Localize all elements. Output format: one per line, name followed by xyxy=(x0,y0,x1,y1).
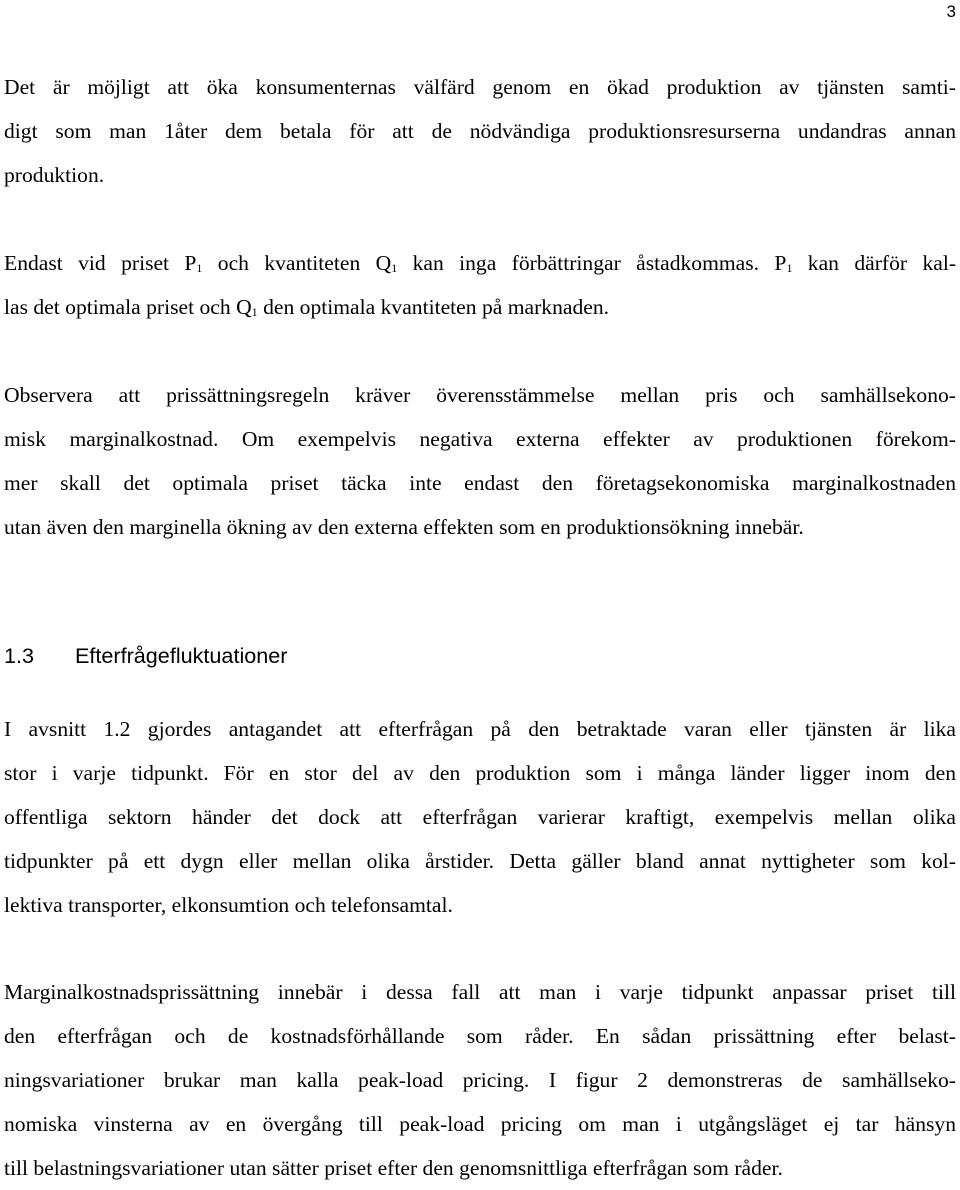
paragraph-1 xyxy=(4,65,956,197)
paragraph-3-line: mer skall det optimala priset täcka inte endast den företagsekonomiska marginalkostnaden xyxy=(4,471,956,495)
paragraph-5 xyxy=(4,970,956,1190)
paragraph-1-line: digt som man 1åter dem betala för att de nödvändiga produktionsresurserna undandras annan xyxy=(4,119,956,143)
text-run: och kvantiteten Q xyxy=(202,251,392,275)
paragraph-1-line: produktion. xyxy=(4,163,105,187)
text-run: kan inga förbättringar åstadkommas. P xyxy=(397,251,787,275)
paragraph-3-line: utan även den marginella ökning av den externa effekten som en produktionsökning innebär. xyxy=(4,515,804,539)
paragraph-5-line: den efterfrågan och de kostnadsförhållande som råder. En sådan prissättning efter belast- xyxy=(4,1024,956,1048)
paragraph-2-line xyxy=(4,241,956,285)
paragraph-2 xyxy=(4,241,956,329)
paragraph-5-line: nomiska vinsterna av en övergång till peak-load pricing om man i utgångsläget ej tar hänsyn xyxy=(4,1112,956,1136)
paragraph-5-line: Marginalkostnadsprissättning innebär i dessa fall att man i varje tidpunkt anpassar priset till xyxy=(4,980,956,1004)
page-number: 3 xyxy=(946,2,956,21)
paragraph-4-line: lektiva transporter, elkonsumtion och telefonsamtal. xyxy=(4,893,453,917)
paragraph-1-line: Det är möjligt att öka konsumenternas välfärd genom en ökad produktion av tjänsten samti- xyxy=(4,75,956,99)
paragraph-2-line xyxy=(4,285,956,329)
section-number: 1.3 xyxy=(4,643,35,668)
paragraph-3-line: Observera att prissättningsregeln kräver överensstämmelse mellan pris och samhällsekono- xyxy=(4,383,956,407)
text-run: den optimala kvantiteten på marknaden. xyxy=(257,295,610,319)
paragraph-5-line: ningsvariationer brukar man kalla peak-load pricing. I figur 2 demonstreras de samhällseko- xyxy=(4,1068,956,1092)
text-run: kan därför kal- xyxy=(792,251,957,275)
paragraph-4-line: offentliga sektorn händer det dock att efterfrågan varierar kraftigt, exempelvis mellan olika xyxy=(4,805,956,829)
section-heading xyxy=(4,634,287,678)
subscript: 1 xyxy=(196,261,203,275)
paragraph-4-line: I avsnitt 1.2 gjordes antagandet att efterfrågan på den betraktade varan eller tjänsten är lika xyxy=(4,717,956,741)
paragraph-3-line: misk marginalkostnad. Om exempelvis negativa externa effekter av produktionen förekom- xyxy=(4,427,956,451)
section-title: Efterfrågefluktuationer xyxy=(75,643,288,668)
text-run: las det optimala priset och Q xyxy=(4,295,252,319)
subscript: 1 xyxy=(251,305,258,319)
paragraph-4-line: stor i varje tidpunkt. För en stor del av den produktion som i många länder ligger inom den xyxy=(4,761,956,785)
paragraph-3 xyxy=(4,373,956,549)
paragraph-5-line: till belastningsvariationer utan sätter priset efter den genomsnittliga efterfrågan som råder. xyxy=(4,1156,783,1180)
text-run: Endast vid priset P xyxy=(4,251,197,275)
paragraph-4 xyxy=(4,707,956,927)
paragraph-4-line: tidpunkter på ett dygn eller mellan olika årstider. Detta gäller bland annat nyttigheter som kol- xyxy=(4,849,956,873)
subscript: 1 xyxy=(391,261,398,275)
subscript: 1 xyxy=(786,261,793,275)
